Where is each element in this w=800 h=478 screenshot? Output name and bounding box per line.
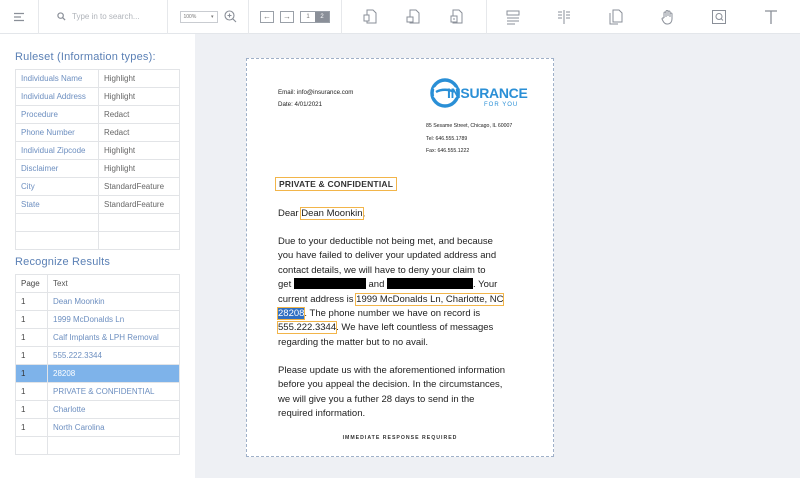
- p1-text: get: [278, 279, 294, 291]
- result-text-cell: PRIVATE & CONFIDENTIAL: [48, 383, 180, 401]
- result-row[interactable]: [16, 419, 180, 437]
- action-cell[interactable]: Highlight: [99, 142, 180, 160]
- ruleset-table: [15, 69, 180, 250]
- menu-icon[interactable]: [0, 0, 38, 34]
- action-cell[interactable]: Highlight: [99, 160, 180, 178]
- document-page[interactable]: [246, 58, 554, 457]
- result-empty-row[interactable]: [16, 437, 180, 455]
- zoom-select[interactable]: [180, 11, 218, 23]
- search-box: [39, 0, 167, 34]
- p1-text: current address is: [278, 293, 357, 305]
- ruleset-empty-row[interactable]: [16, 214, 180, 232]
- text-tool-icon[interactable]: [763, 9, 779, 25]
- empty-cell: [16, 437, 48, 455]
- result-row[interactable]: [16, 365, 180, 383]
- page-current: 1: [306, 13, 310, 20]
- result-text-cell: 1999 McDonalds Ln: [48, 311, 180, 329]
- p1-text: and: [365, 279, 387, 291]
- p1-line: [278, 321, 503, 335]
- confidential-heading: PRIVATE & CONFIDENTIAL: [275, 177, 397, 191]
- empty-cell: [48, 437, 180, 455]
- p1-text: . Your: [473, 279, 498, 291]
- edit-tools: [487, 0, 797, 34]
- greeting-line: [278, 207, 365, 221]
- action-cell[interactable]: Highlight: [99, 70, 180, 88]
- info-type-cell: Phone Number: [16, 124, 99, 142]
- result-row[interactable]: [16, 347, 180, 365]
- info-type-cell: City: [16, 178, 99, 196]
- action-cell[interactable]: StandardFeature: [99, 196, 180, 214]
- company-address: 85 Sesame Street, Chicago, IL 60007: [426, 123, 513, 129]
- result-row[interactable]: [16, 401, 180, 419]
- result-row[interactable]: [16, 311, 180, 329]
- p1-line: contact details, we will have to deny your claim to: [278, 264, 486, 276]
- action-cell[interactable]: Redact: [99, 106, 180, 124]
- results-title: Recognize Results: [15, 256, 111, 268]
- result-page-cell: 1: [16, 293, 48, 311]
- p2-line: before you appeal the decision. In the circumstances,: [278, 379, 503, 391]
- result-text-cell: Calf Implants & LPH Removal: [48, 329, 180, 347]
- greeting-prefix: Dear: [278, 208, 302, 219]
- ruleset-row[interactable]: [16, 88, 180, 106]
- info-type-cell: Individuals Name: [16, 70, 99, 88]
- result-row[interactable]: [16, 383, 180, 401]
- next-page-button[interactable]: [280, 11, 294, 23]
- ruleset-title: Ruleset (Information types):: [15, 51, 156, 63]
- p1-text: . We have left countless of messages: [336, 322, 494, 334]
- result-page-cell: 1: [16, 365, 48, 383]
- ruleset-empty-row[interactable]: [16, 232, 180, 250]
- p1-line: [278, 293, 503, 307]
- area-select-icon[interactable]: [711, 9, 727, 25]
- info-type-cell: Procedure: [16, 106, 99, 124]
- company-tel: Tel: 646.555.1789: [426, 136, 468, 142]
- info-type-cell: State: [16, 196, 99, 214]
- prev-page-button[interactable]: [260, 11, 274, 23]
- result-row[interactable]: [16, 329, 180, 347]
- p2-line: we will give you a futher 28 days to send in the: [278, 393, 475, 405]
- result-text-cell: North Carolina: [48, 419, 180, 437]
- p1-line: you have failed to deliver your updated address and: [278, 250, 497, 262]
- arrow-right-icon: →: [283, 12, 291, 21]
- result-page-cell: 1: [16, 347, 48, 365]
- p1-text: . The phone number we have on record is: [304, 308, 481, 320]
- zoom-value: 100%: [183, 13, 197, 20]
- highlight-phone[interactable]: 555.222.3344: [278, 322, 337, 334]
- redaction-box[interactable]: [294, 278, 366, 289]
- result-page-cell: 1: [16, 401, 48, 419]
- document-viewer[interactable]: [195, 34, 800, 478]
- duplicate-page-icon[interactable]: [608, 9, 624, 25]
- info-type-cell: Individual Address: [16, 88, 99, 106]
- column-header-text: Text: [48, 275, 180, 293]
- result-text-cell: 555.222.3344: [48, 347, 180, 365]
- column-header-page: Page: [16, 275, 48, 293]
- email-line: [278, 89, 353, 96]
- page-indicator[interactable]: [300, 11, 330, 23]
- p2-line: Please update us with the aforementioned information: [278, 365, 506, 376]
- email-label: Email:: [278, 89, 297, 96]
- file-compare-icon[interactable]: [449, 9, 465, 25]
- ruleset-row[interactable]: [16, 160, 180, 178]
- chevron-down-icon: ▾: [210, 13, 214, 20]
- p1-line: regarding the matter but to no avail.: [278, 336, 428, 348]
- date-label: Date:: [278, 101, 295, 108]
- p1-line: Due to your deductible not being met, and because: [278, 236, 493, 247]
- document-tools: [342, 0, 486, 34]
- search-input[interactable]: [72, 12, 162, 21]
- greeting-suffix: ,: [362, 208, 366, 219]
- ruleset-row[interactable]: [16, 178, 180, 196]
- email-value: info@insurance.com: [296, 89, 354, 96]
- result-text-cell: Charlotte: [48, 401, 180, 419]
- zoom-group: [168, 0, 248, 34]
- file-convert-icon[interactable]: [363, 9, 379, 25]
- info-type-cell: Individual Zipcode: [16, 142, 99, 160]
- p1-line: [278, 278, 503, 292]
- action-cell[interactable]: Highlight: [99, 88, 180, 106]
- left-panel: [0, 34, 195, 478]
- highlight-zipcode[interactable]: 28208: [278, 308, 305, 320]
- empty-cell: [16, 214, 99, 232]
- empty-cell: [99, 214, 180, 232]
- highlight-address[interactable]: 1999 McDonalds Ln, Charlotte, NC: [356, 293, 504, 305]
- logo-subtext: FOR YOU: [484, 102, 519, 108]
- result-page-cell: 1: [16, 311, 48, 329]
- results-table: [15, 274, 180, 455]
- ruleset-row[interactable]: [16, 124, 180, 142]
- page-total: 2: [315, 12, 329, 22]
- search-icon: [57, 12, 66, 21]
- ruleset-row[interactable]: [16, 142, 180, 160]
- result-row[interactable]: [16, 293, 180, 311]
- toolbar: [0, 0, 800, 34]
- result-page-cell: 1: [16, 329, 48, 347]
- document-footer: IMMEDIATE RESPONSE REQUIRED: [342, 435, 458, 441]
- file-export-icon[interactable]: [406, 9, 422, 25]
- hand-pan-icon[interactable]: [660, 9, 676, 25]
- ruleset-row[interactable]: [16, 106, 180, 124]
- empty-cell: [16, 232, 99, 250]
- redaction-box[interactable]: [387, 278, 473, 289]
- result-text-cell: 28208: [48, 365, 180, 383]
- result-text-cell: Dean Moonkin: [48, 293, 180, 311]
- p1-line: [278, 307, 503, 321]
- p2-line: required information.: [278, 408, 366, 420]
- date-value: 4/01/2021: [294, 101, 323, 108]
- paragraph-1: [278, 235, 503, 350]
- action-cell[interactable]: Redact: [99, 124, 180, 142]
- company-fax: Fax: 646.555.1222: [426, 148, 470, 154]
- company-logo: [430, 71, 526, 115]
- result-page-cell: 1: [16, 383, 48, 401]
- text-layout-icon[interactable]: [505, 9, 521, 25]
- arrow-left-icon: ←: [263, 12, 271, 21]
- logo-text: INSURANCE: [447, 85, 528, 101]
- empty-cell: [99, 232, 180, 250]
- info-type-cell: Disclaimer: [16, 160, 99, 178]
- paragraph-2: [278, 364, 505, 422]
- date-line: [278, 101, 322, 108]
- results-header-row: [16, 275, 180, 293]
- result-page-cell: 1: [16, 419, 48, 437]
- split-document-icon[interactable]: [556, 9, 572, 25]
- zoom-in-icon[interactable]: [224, 10, 237, 23]
- ruleset-row[interactable]: [16, 70, 180, 88]
- page-navigation: [249, 0, 341, 34]
- highlight-name[interactable]: Dean Moonkin: [301, 208, 363, 219]
- ruleset-row[interactable]: [16, 196, 180, 214]
- action-cell[interactable]: StandardFeature: [99, 178, 180, 196]
